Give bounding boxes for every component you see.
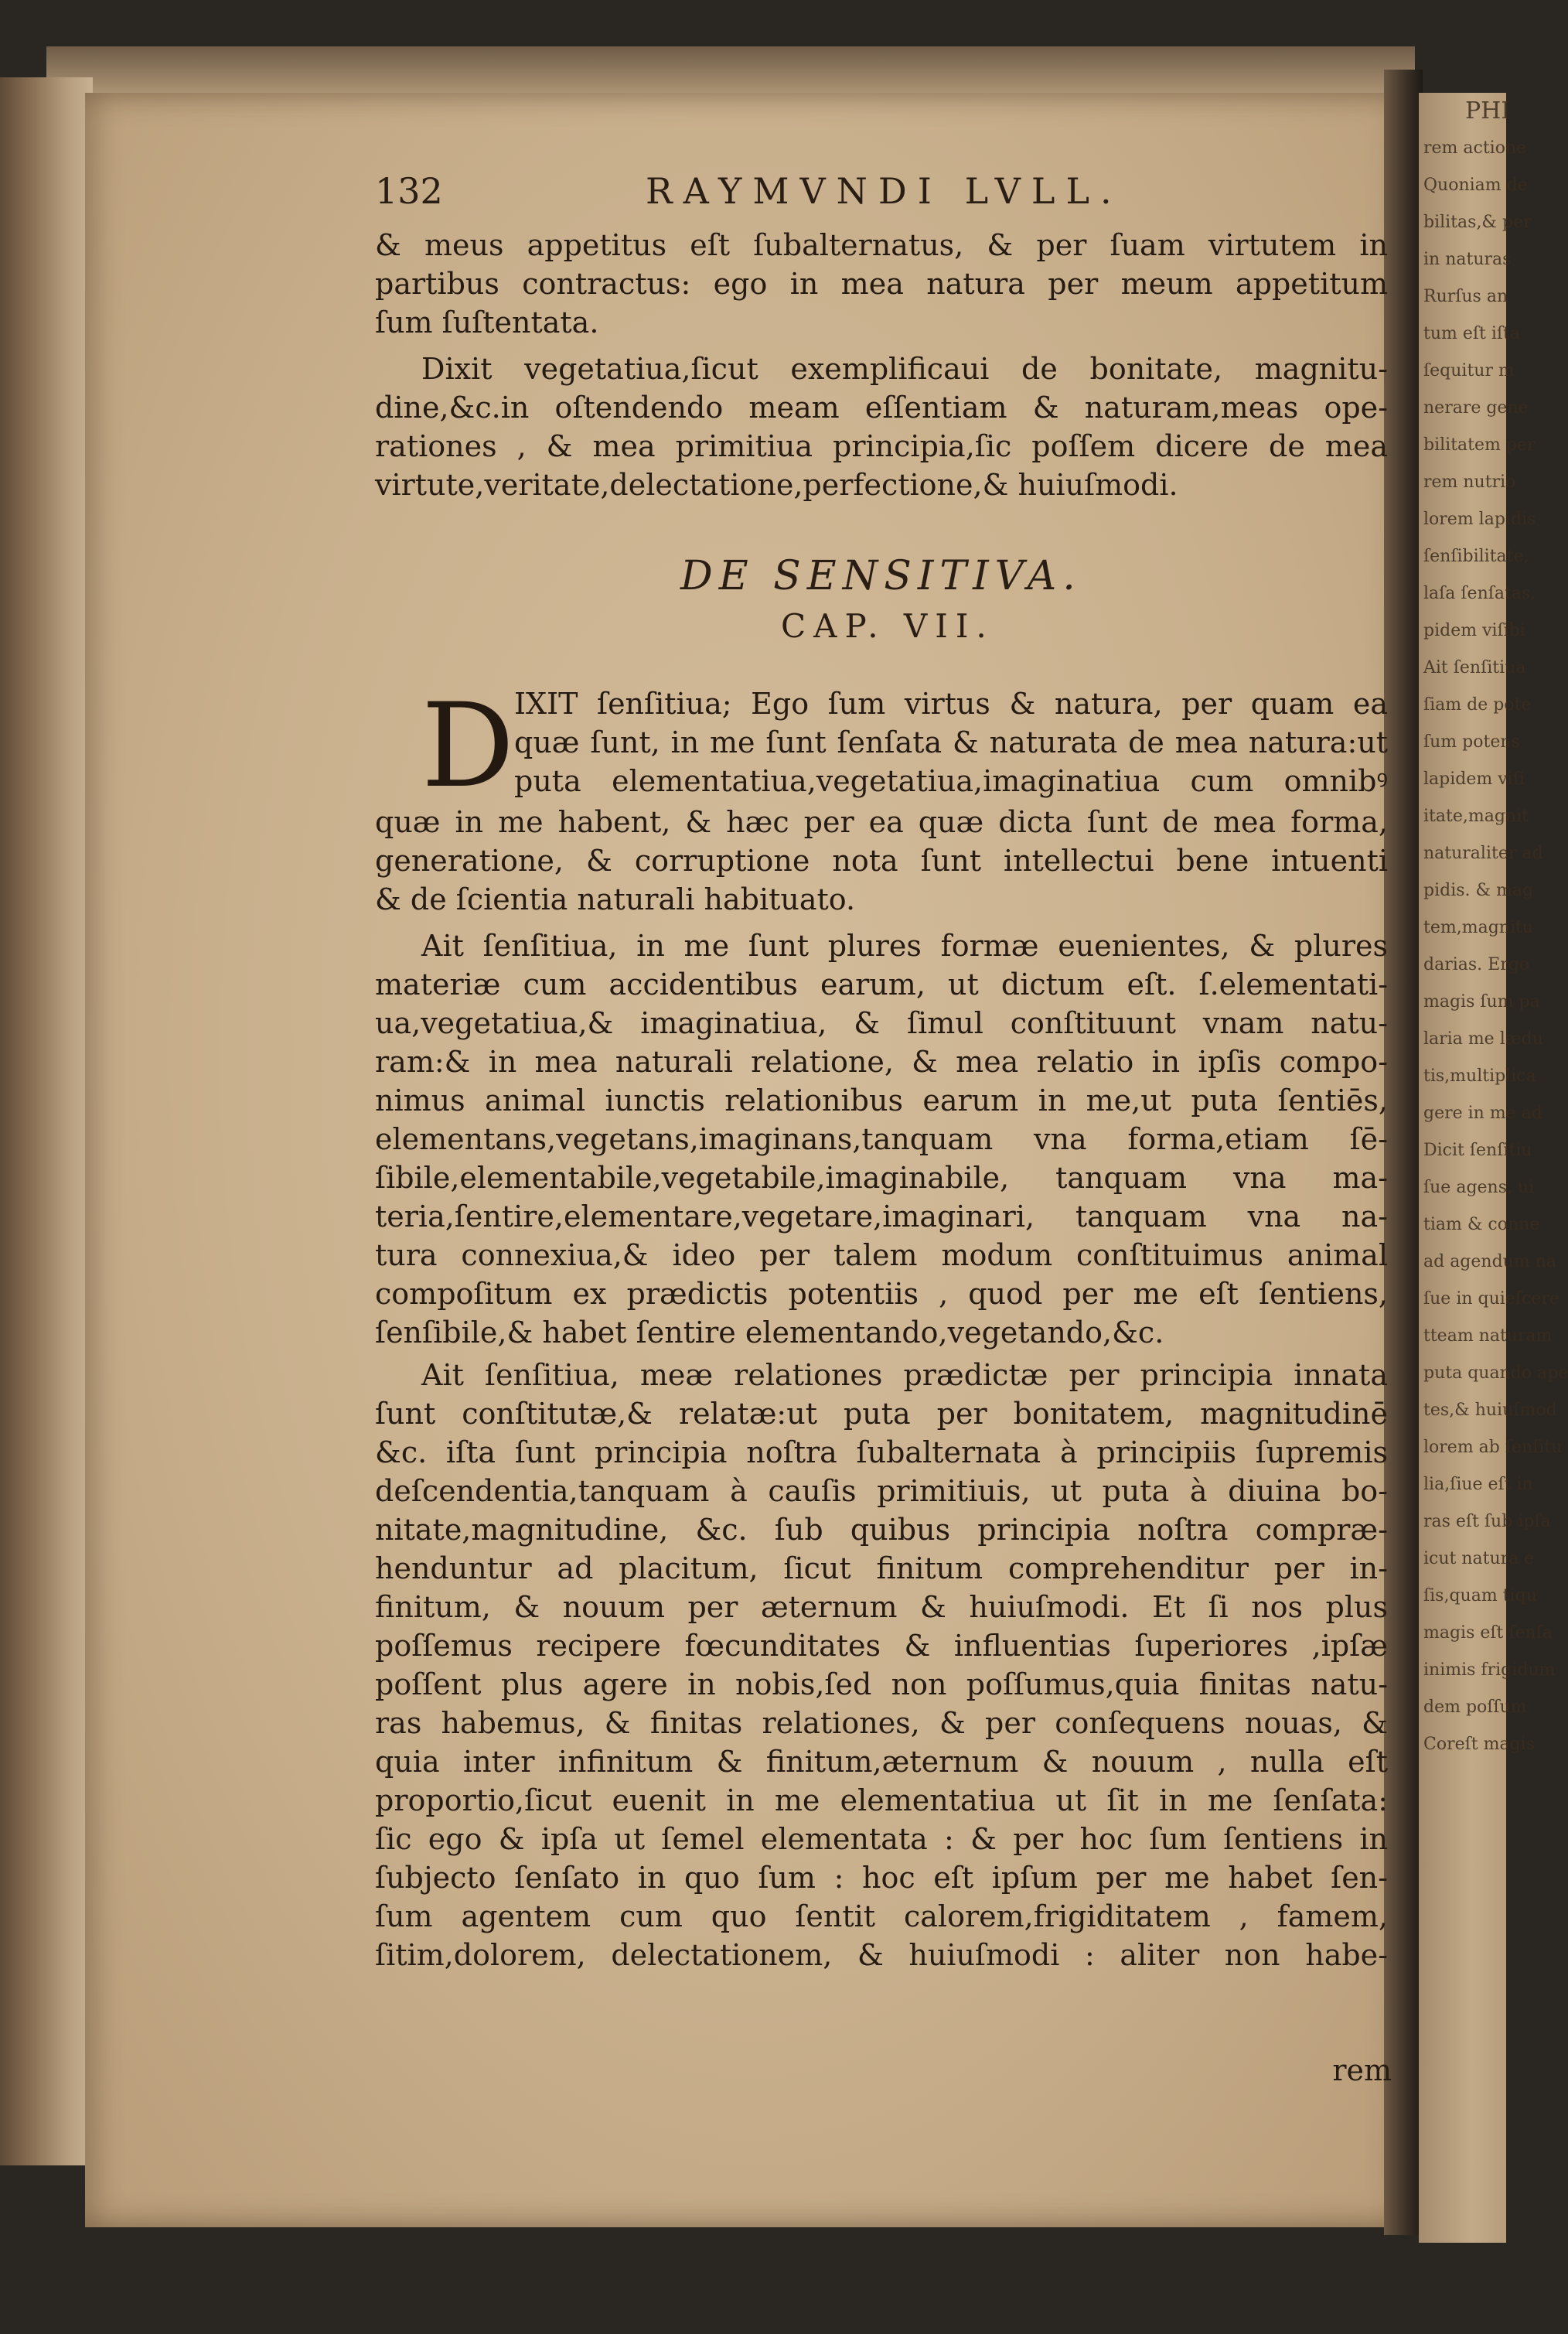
book-gutter [1384,70,1423,2235]
text-line: virtute,veritate,delectatione,perfectione,& huiuſmodi. [375,468,1178,502]
text-line: rationes , & mea primitiua principia,ſic poſſem dicere de mea [375,429,1388,463]
facing-page-line: ſue agens, ui [1423,1178,1535,1197]
facing-page-line: lapidem viſi [1423,769,1525,789]
text-line: ſitim,dolorem, delectationem, & huiuſmodi : aliter non habe- [375,1938,1388,1972]
facing-page-line: gere in me ad [1423,1104,1542,1123]
facing-page-line: laria me lædu [1423,1029,1543,1049]
text-line: dine,&c.in oſtendendo meam eſſentiam & naturam,meas ope- [375,391,1388,425]
facing-page-line: lorem lapidis [1423,510,1536,529]
facing-page-line: rem nutrio [1423,473,1516,492]
facing-page-line: Rurſus an [1423,287,1508,306]
facing-page-line: tum eſt iſta [1423,324,1520,343]
paragraph-vegetatiua [375,350,1388,504]
facing-page-text [1419,130,1568,1763]
facing-page-line: magis ſum pa [1423,992,1540,1012]
catchword: rem [1332,2053,1392,2087]
text-line: partibus contractus: ego in mea natura per meum appetitum [375,267,1388,301]
section-title: DE SENSITIVA. [680,553,1082,599]
text-line: Ait ſenſitiua, in me ſunt plures formæ euenientes, & plures [421,929,1388,963]
facing-page-line: ras eſt ſub ipſa [1423,1512,1551,1531]
facing-page-line: bilitas,& per [1423,213,1532,232]
facing-page-line: ſenſibilitate, [1423,547,1529,566]
text-line: ſubjecto ſenſato in quo ſum : hoc eſt ipſum per me habet ſen- [375,1861,1388,1895]
facing-page-line: pidem viſibi [1423,621,1525,640]
facing-page-header: PHI [1465,97,1511,125]
facing-page-line: Quoniam de [1423,176,1528,195]
facing-page-line: naturaliter ad [1423,844,1543,863]
facing-page-line: ſequitur m [1423,361,1515,380]
text-line: ram:& in mea naturali relatione, & mea relatio in ipſis compo- [375,1045,1388,1079]
facing-page-line: tes,& huiuſmod [1423,1401,1557,1420]
text-line: ſum agentem cum quo ſentit calorem,frigiditatem , famem, [375,1899,1388,1933]
text-line: ras habemus, & finitas relationes, & per conſequens nouas, & [375,1706,1388,1740]
paragraph-dixit-rest [375,803,1388,919]
text-line: poſſent plus agere in nobis,ſed non poſſumus,quia finitas natu- [375,1667,1388,1701]
facing-page-line: Ait ſenſitiua [1423,658,1526,677]
text-line: quæ ſunt, in me ſunt ſenſata & naturata de mea natura:ut [514,725,1388,759]
facing-page-line: ſue in quieſcere [1423,1289,1559,1309]
facing-page-line: in naturas [1423,250,1512,269]
page-number: 132 [375,170,443,212]
text-line: ua,vegetatiua,& imaginatiua, & ſimul conſtituunt vnam natu- [375,1006,1388,1040]
running-title: RAYMVNDI LVLL. [646,170,1123,212]
facing-page-line: ſum potens [1423,732,1520,752]
text-line: &c. iſta ſunt principia noſtra ſubalternata à principiis ſupremis [375,1435,1388,1469]
facing-page-line: rem actione [1423,138,1527,158]
text-line: quæ in me habent, & hæc per ea quæ dicta ſunt de mea forma, [375,805,1388,839]
facing-page-line: Dicit ſenſitiu [1423,1141,1532,1160]
paragraph-dixit-indented [514,684,1388,800]
facing-page-line: dem poſſum [1423,1698,1527,1717]
text-line: proportio,ſicut euenit in me elementatiua ut ſit in me ſenſata: [375,1783,1388,1817]
opening-paragraph [375,226,1388,342]
text-line: henduntur ad placitum, ſicut finitum comprehenditur per in- [375,1551,1388,1585]
facing-page-line: tis,multiplica [1423,1066,1536,1086]
text-line: nitate,magnitudine, &c. ſub quibus principia noſtra compræ- [375,1513,1388,1547]
text-line: & de ſcientia naturali habituato. [375,882,856,916]
facing-page-line: itate,magnit [1423,807,1529,826]
book-page-edges [0,77,93,2165]
paragraph-ait-1 [375,926,1388,1352]
text-line: ſibile,elementabile,vegetabile,imaginabile, tanquam vna ma- [375,1161,1388,1195]
facing-page-line: pidis. & mag [1423,881,1534,900]
text-line: ſunt conſtitutæ,& relatæ:ut puta per bonitatem, magnitudinē [375,1397,1388,1431]
text-line: & meus appetitus eſt ſubalternatus, & per ſuam virtutem in [375,228,1388,262]
facing-page-line: darias. Ergo [1423,955,1530,974]
facing-page-line: tiam & conne [1423,1215,1540,1234]
facing-page-line: ſiam de pote [1423,695,1532,715]
chapter-label: CAP. VII. [781,607,994,645]
facing-page-line: icut natura e [1423,1549,1535,1568]
text-line: nimus animal iunctis relationibus earum in me,ut puta ſentiēs, [375,1083,1388,1118]
facing-page-line: ad agendum na [1423,1252,1556,1271]
facing-page-line: magis eſt ſenſa [1423,1623,1553,1643]
text-line: materiæ cum accidentibus earum, ut dictum eſt. ſ.elementati- [375,967,1388,1002]
facing-page [1419,93,1568,2243]
facing-page-line: nerare gene [1423,398,1529,418]
text-line: deſcendentia,tanquam à cauſis primitiuis, ut puta à diuina bo- [375,1474,1388,1508]
running-header [375,170,1380,217]
facing-page-line: tem,magnitu [1423,918,1533,937]
text-line: Dixit vegetatiua,ſicut exemplificaui de bonitate, magnitu- [421,352,1388,386]
text-line: poſſemus recipere fœcunditates & influentias ſuperiores ,ipſæ [375,1629,1388,1663]
text-line: ſic ego & ipſa ut ſemel elementata : & per hoc ſum ſentiens in [375,1822,1388,1856]
text-line: IXIT ſenſitiua; Ego ſum virtus & natura, per quam ea [514,687,1388,721]
facing-page-line: ſis,quam tiqu [1423,1586,1537,1605]
facing-page-line: lia,ſiue eſt in [1423,1475,1533,1494]
text-line: tura connexiua,& ideo per talem modum conſtituimus animal [375,1238,1388,1272]
facing-page-line: Coreſt magis [1423,1735,1535,1754]
text-line: puta elementatiua,vegetatiua,imaginatiua cum omnibꝰ [514,764,1388,798]
text-line: ſenſibile,& habet ſentire elementando,vegetando,&c. [375,1315,1164,1350]
text-line: quia inter infinitum & finitum,æternum & nouum , nulla eſt [375,1745,1388,1779]
facing-page-line: bilitatem per [1423,435,1536,455]
facing-page-line: laſa ſenſatas, [1423,584,1536,603]
facing-page-line: lorem ab ſenſitu [1423,1438,1563,1457]
text-line: teria,ſentire,elementare,vegetare,imaginari, tanquam vna na- [375,1199,1388,1234]
text-line: finitum, & nouum per æternum & huiuſmodi. Et ſi nos plus [375,1590,1388,1624]
facing-page-line: tteam naturam [1423,1326,1553,1346]
text-line: compoſitum ex prædictis potentiis , quod per me eſt ſentiens, [375,1277,1388,1311]
text-line: ſum ſuſtentata. [375,305,599,340]
facing-page-line: puta quando ape [1423,1363,1568,1383]
paragraph-ait-2 [375,1356,1388,1974]
text-line: Ait ſenſitiua, meæ relationes prædictæ per principia innata [421,1358,1388,1392]
text-line: elementans,vegetans,imaginans,tanquam vna forma,etiam ſē- [375,1122,1388,1156]
text-line: generatione, & corruptione nota ſunt intellectui bene intuenti [375,844,1388,878]
facing-page-line: inimis frigidum [1423,1660,1556,1680]
drop-cap: D [421,679,515,814]
